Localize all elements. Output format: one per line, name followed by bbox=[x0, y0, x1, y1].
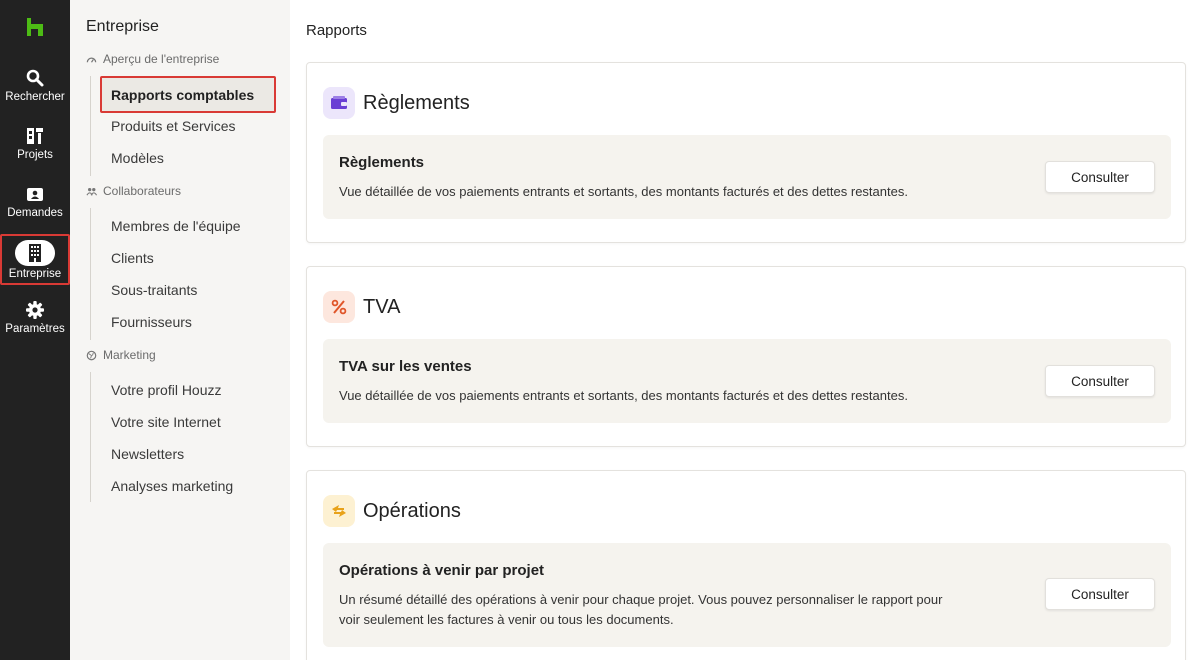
gear-icon bbox=[25, 300, 45, 320]
group-divider bbox=[90, 76, 91, 176]
sidebar-item-sous-traitants[interactable]: Sous-traitants bbox=[111, 282, 198, 298]
report-description-line: voir seulement les factures à venir ou tous les documents. bbox=[339, 612, 674, 627]
sidebar-group-overview bbox=[86, 52, 219, 66]
group-divider bbox=[90, 372, 91, 502]
rail-item-settings[interactable] bbox=[0, 300, 70, 352]
secondary-sidebar bbox=[70, 0, 290, 660]
search-icon bbox=[25, 68, 45, 88]
sidebar-group-marketing bbox=[86, 348, 156, 362]
wallet-icon bbox=[330, 95, 348, 111]
report-title: TVA sur les ventes bbox=[339, 358, 472, 375]
report-item bbox=[323, 339, 1171, 423]
section-icon-chip bbox=[323, 87, 355, 119]
group-divider bbox=[90, 208, 91, 340]
sidebar-item-produits-services[interactable]: Produits et Services bbox=[111, 118, 236, 134]
sidebar-item-profil-houzz[interactable]: Votre profil Houzz bbox=[111, 382, 222, 398]
sidebar-item-rapports-comptables[interactable]: Rapports comptables bbox=[100, 76, 276, 113]
sidebar-title: Entreprise bbox=[86, 18, 159, 35]
gauge-icon bbox=[86, 54, 97, 65]
group-label: Aperçu de l'entreprise bbox=[103, 52, 220, 66]
report-item bbox=[323, 135, 1171, 219]
sidebar-item-clients[interactable]: Clients bbox=[111, 250, 154, 266]
section-icon-chip bbox=[323, 291, 355, 323]
group-label: Collaborateurs bbox=[103, 184, 182, 198]
section-title: Règlements bbox=[363, 92, 470, 114]
report-card-tva bbox=[306, 266, 1186, 447]
transfer-icon bbox=[330, 503, 348, 519]
sidebar-item-modeles[interactable]: Modèles bbox=[111, 150, 164, 166]
sidebar-item-fournisseurs[interactable]: Fournisseurs bbox=[111, 314, 192, 330]
page-title: Rapports bbox=[306, 22, 367, 39]
report-description: Vue détaillée de vos paiements entrants et sortants, des montants facturés et des dettes restantes. bbox=[339, 388, 908, 403]
group-label: Marketing bbox=[103, 348, 156, 362]
sidebar-group-collaborators bbox=[86, 184, 181, 198]
report-title: Règlements bbox=[339, 154, 425, 171]
rail-item-enterprise[interactable] bbox=[0, 234, 70, 285]
sidebar-item-analyses-marketing[interactable]: Analyses marketing bbox=[111, 478, 234, 494]
report-description-line: Un résumé détaillé des opérations à venir pour chaque projet. Vous pouvez personnaliser le rapport pour bbox=[339, 592, 943, 607]
sidebar-item-newsletters[interactable]: Newsletters bbox=[111, 446, 185, 462]
rail-label: Demandes bbox=[7, 207, 63, 219]
building-icon bbox=[28, 244, 42, 262]
sidebar-item-site-internet[interactable]: Votre site Internet bbox=[111, 414, 221, 430]
app-rail bbox=[0, 0, 70, 660]
report-item bbox=[323, 543, 1171, 647]
houzz-logo[interactable] bbox=[27, 18, 43, 36]
rail-label: Entreprise bbox=[8, 268, 62, 280]
rail-label: Rechercher bbox=[5, 91, 65, 103]
consult-button[interactable]: Consulter bbox=[1045, 578, 1155, 610]
active-pill bbox=[15, 240, 55, 266]
projects-icon bbox=[25, 126, 45, 146]
rail-item-requests[interactable] bbox=[0, 184, 70, 236]
report-description: Vue détaillée de vos paiements entrants et sortants, des montants facturés et des dettes restantes. bbox=[339, 184, 908, 199]
report-description bbox=[339, 590, 1009, 630]
percent-icon bbox=[331, 299, 347, 315]
section-title: Opérations bbox=[363, 500, 461, 522]
rail-label: Projets bbox=[17, 149, 53, 161]
report-card-operations bbox=[306, 470, 1186, 660]
consult-button[interactable]: Consulter bbox=[1045, 161, 1155, 193]
people-icon bbox=[86, 186, 97, 197]
rail-item-search[interactable] bbox=[0, 68, 70, 120]
section-title: TVA bbox=[363, 296, 401, 318]
report-card-reglements bbox=[306, 62, 1186, 243]
consult-button[interactable]: Consulter bbox=[1045, 365, 1155, 397]
sidebar-item-membres[interactable]: Membres de l'équipe bbox=[111, 218, 241, 234]
rail-label: Paramètres bbox=[5, 323, 65, 335]
section-icon-chip bbox=[323, 495, 355, 527]
rail-item-projects[interactable] bbox=[0, 126, 70, 178]
inbox-icon bbox=[25, 184, 45, 204]
report-title: Opérations à venir par projet bbox=[339, 562, 545, 579]
globe-icon bbox=[86, 350, 97, 361]
